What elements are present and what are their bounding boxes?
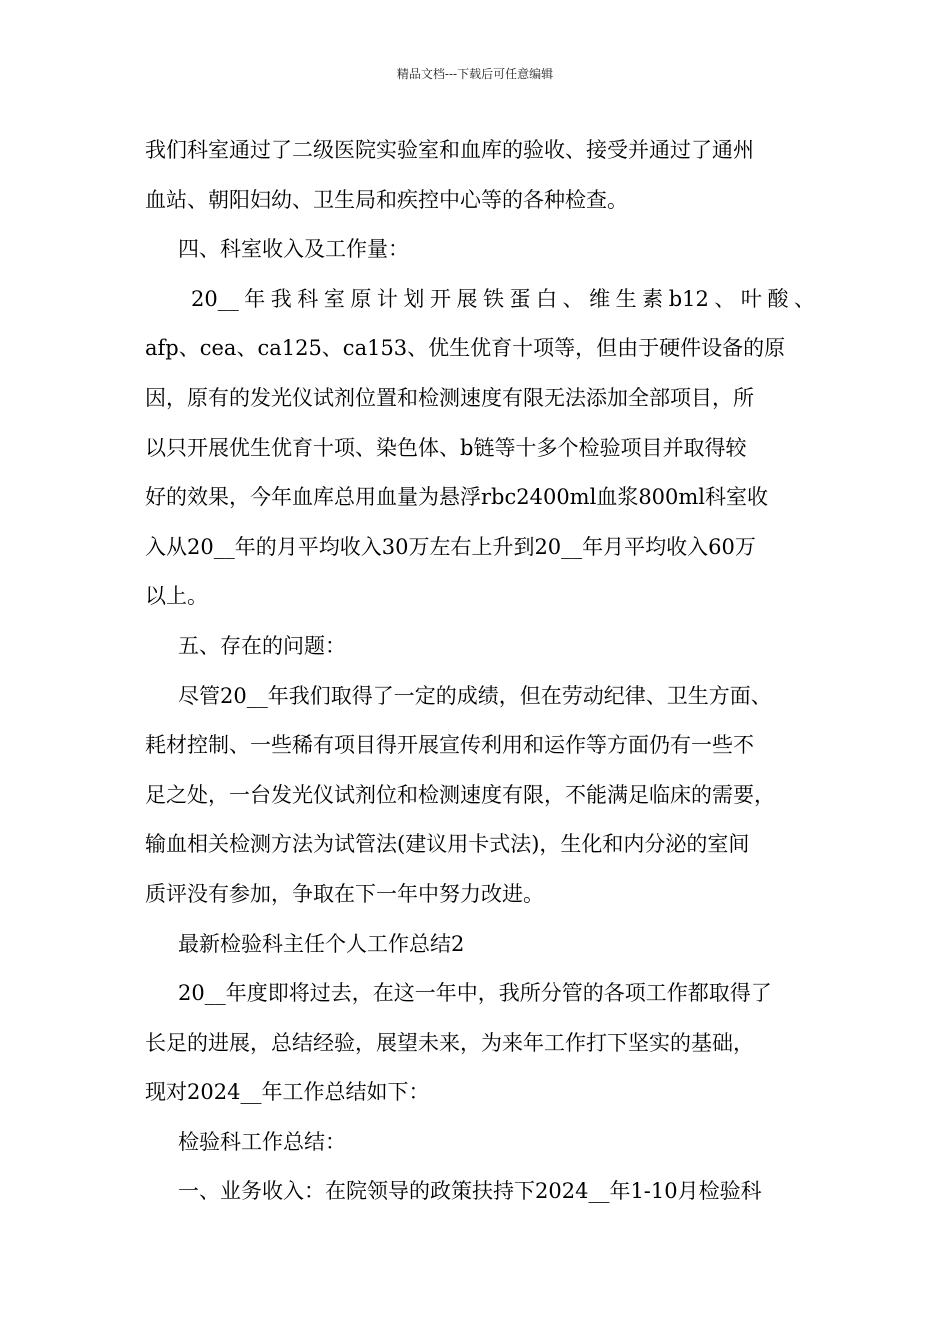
text-line: 长足的进展，总结经验，展望未来，为来年工作打下坚实的基础， bbox=[145, 1030, 754, 1055]
text-line: 20__年我科室原计划开展铁蛋白、维生素b12、叶酸、 bbox=[191, 286, 815, 311]
text-line: 耗材控制、一些稀有项目得开展宣传利用和运作等方面仍有一些不 bbox=[145, 733, 754, 758]
document-body bbox=[145, 126, 815, 1217]
page-header: 精品文档---下载后可任意编辑 bbox=[396, 67, 554, 81]
text-line: 我们科室通过了二级医院实验室和血库的验收、接受并通过了通州 bbox=[145, 138, 754, 162]
text-line: 现对2024__年工作总结如下： bbox=[145, 1080, 430, 1105]
text-line: 尽管20__年我们取得了一定的成绩，但在劳动纪律、卫生方面、 bbox=[178, 683, 772, 708]
text-line: 因，原有的发光仪试剂位置和检测速度有限无法添加全部项目，所 bbox=[145, 385, 754, 410]
text-line: 血站、朝阳妇幼、卫生局和疾控中心等的各种检查。 bbox=[145, 187, 628, 212]
text-line: 以只开展优生优育十项、染色体、b链等十多个检验项目并取得较 bbox=[145, 435, 747, 460]
text-line: 质评没有参加，争取在下一年中努力改进。 bbox=[145, 881, 544, 906]
text-line: 入从20__年的月平均收入30万左右上升到20__年月平均收入60万 bbox=[145, 534, 756, 559]
text-line: 以上。 bbox=[145, 584, 208, 609]
document-title: 最新检验科主任个人工作总结2 bbox=[178, 931, 465, 956]
text-line: 足之处，一台发光仪试剂位和检测速度有限，不能满足临床的需要， bbox=[145, 782, 775, 807]
text-line: 20__年度即将过去，在这一年中，我所分管的各项工作都取得了 bbox=[178, 981, 772, 1006]
section-heading: 五、存在的问题： bbox=[178, 633, 346, 658]
text-line: 一、业务收入：在院领导的政策扶持下2024__年1-10月检验科 bbox=[178, 1179, 762, 1204]
section-heading: 四、科室收入及工作量： bbox=[178, 237, 409, 262]
section-heading: 检验科工作总结： bbox=[178, 1129, 346, 1154]
text-line: afp、cea、ca125、ca153、优生优育十项等，但由于硬件设备的原 bbox=[145, 336, 786, 361]
text-line: 好的效果，今年血库总用血量为悬浮rbc2400ml血浆800ml科室收 bbox=[145, 485, 769, 510]
text-line: 输血相关检测方法为试管法(建议用卡式法)，生化和内分泌的室间 bbox=[145, 832, 750, 857]
